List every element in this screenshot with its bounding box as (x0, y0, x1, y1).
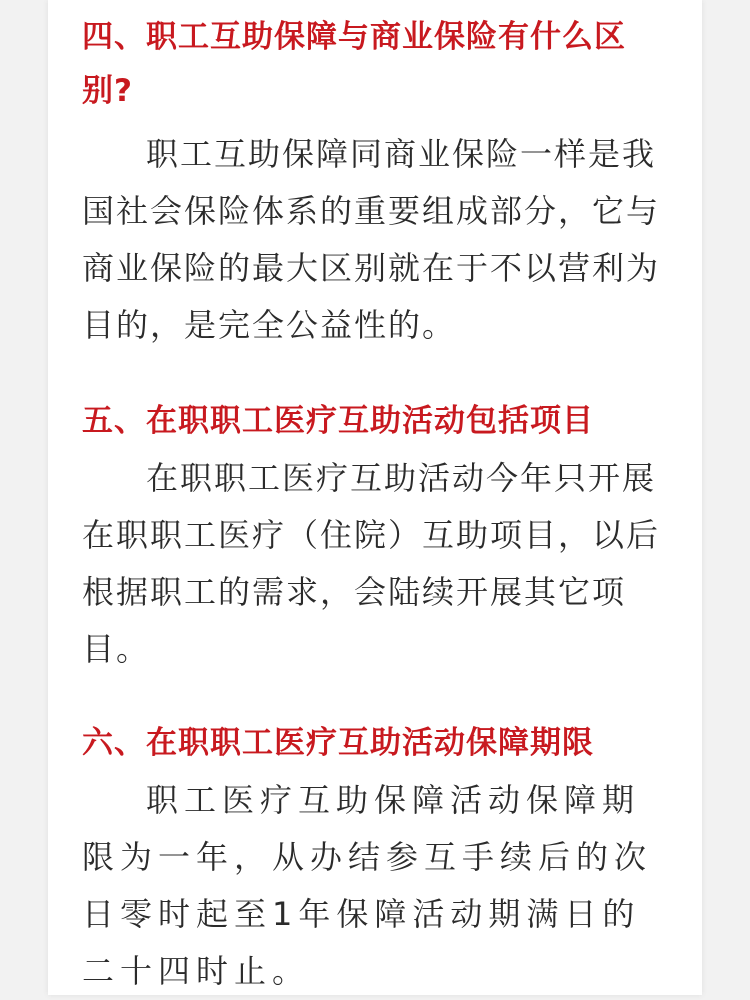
article-content (82, 10, 672, 1000)
section-5 (82, 394, 672, 678)
section-4-body: 职工互助保障同商业保险一样是我国社会保险体系的重要组成部分，它与商业保险的最大区别就在于不以营利为目的，是完全公益性的。 (82, 135, 661, 344)
section-5-body: 在职职工医疗互助活动今年只开展在职职工医疗（住院）互助项目，以后根据职工的需求，会陆续开展其它项目。 (82, 459, 661, 668)
section-4 (82, 10, 672, 354)
section-5-title: 五、在职职工医疗互助活动包括项目 (82, 403, 594, 439)
article-page (48, 0, 702, 995)
section-6-body: 职工医疗互助保障活动保障期限为一年，从办结参互手续后的次日零时起至1年保障活动期满日的二十四时止。 (82, 781, 653, 990)
section-6-title: 六、在职职工医疗互助活动保障期限 (82, 725, 594, 761)
section-6 (82, 716, 672, 1000)
section-4-title: 四、职工互助保障与商业保险有什么区别? (82, 19, 626, 109)
